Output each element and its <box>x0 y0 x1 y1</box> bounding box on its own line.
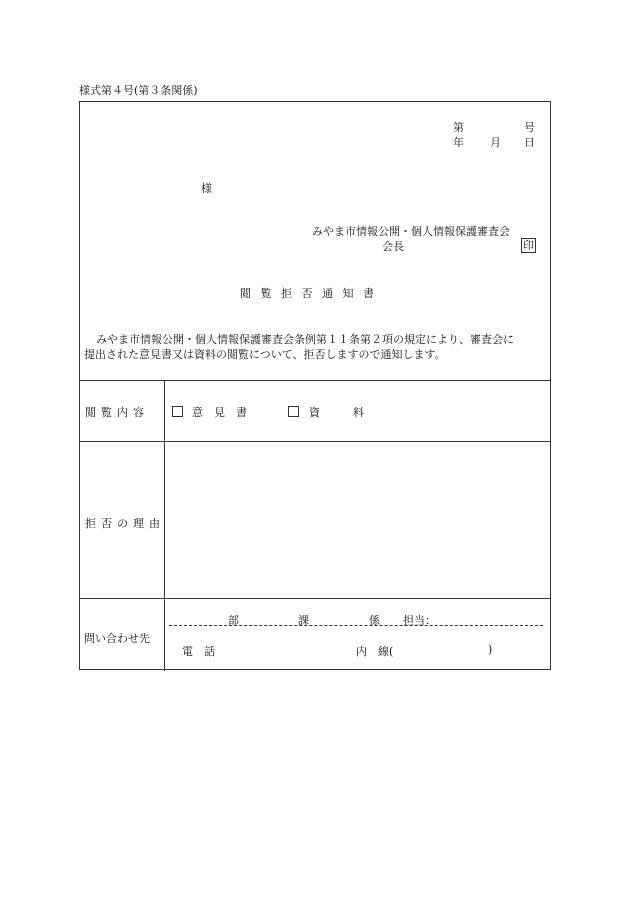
number-suffix: 号 <box>524 121 535 134</box>
form-number-label: 様式第４号(第３条関係) <box>79 84 198 97</box>
row-divider-1 <box>80 441 550 442</box>
phone-label: 電 話 <box>182 645 215 658</box>
body-line-2: 提出された意見書又は資料の閲覧について、拒否しますので通知します。 <box>84 348 446 361</box>
date-day: 日 <box>524 136 535 149</box>
document-title: 閲 覧 拒 否 通 知 書 <box>240 287 377 300</box>
table-top-border <box>80 380 550 381</box>
material-option-label: 資 料 <box>309 406 364 419</box>
date-month: 月 <box>490 136 501 149</box>
contact-row-label: 問い合わせ先 <box>84 632 150 645</box>
issuer-organization: みやま市情報公開・個人情報保護審査会 <box>312 225 510 238</box>
addressee-suffix: 様 <box>201 182 212 195</box>
reason-field[interactable] <box>168 446 546 594</box>
body-line-1: みやま市情報公開・個人情報保護審査会条例第１１条第２項の規定により、審査会に <box>96 333 514 346</box>
extension-label: 内 線( <box>356 645 394 658</box>
content-row-label: 閲覧内容 <box>85 406 149 419</box>
seal-mark: 印 <box>523 239 534 252</box>
date-year: 年 <box>453 136 464 149</box>
department-label: 部 <box>228 614 239 627</box>
issuer-title: 会長 <box>382 240 404 253</box>
notice-form-frame <box>79 101 551 670</box>
extension-close: ) <box>488 643 493 656</box>
person-in-charge-label: 担当： <box>403 614 436 627</box>
number-prefix: 第 <box>453 121 464 134</box>
reason-row-label: 拒否の理由 <box>85 517 165 530</box>
row-divider-2 <box>80 598 550 599</box>
section-label: 課 <box>298 614 309 627</box>
material-checkbox[interactable] <box>288 406 299 417</box>
opinion-checkbox[interactable] <box>172 406 183 417</box>
unit-label: 係 <box>369 614 380 627</box>
opinion-option-label: 意 見 書 <box>192 406 247 419</box>
contact-dashed-line <box>169 625 543 626</box>
